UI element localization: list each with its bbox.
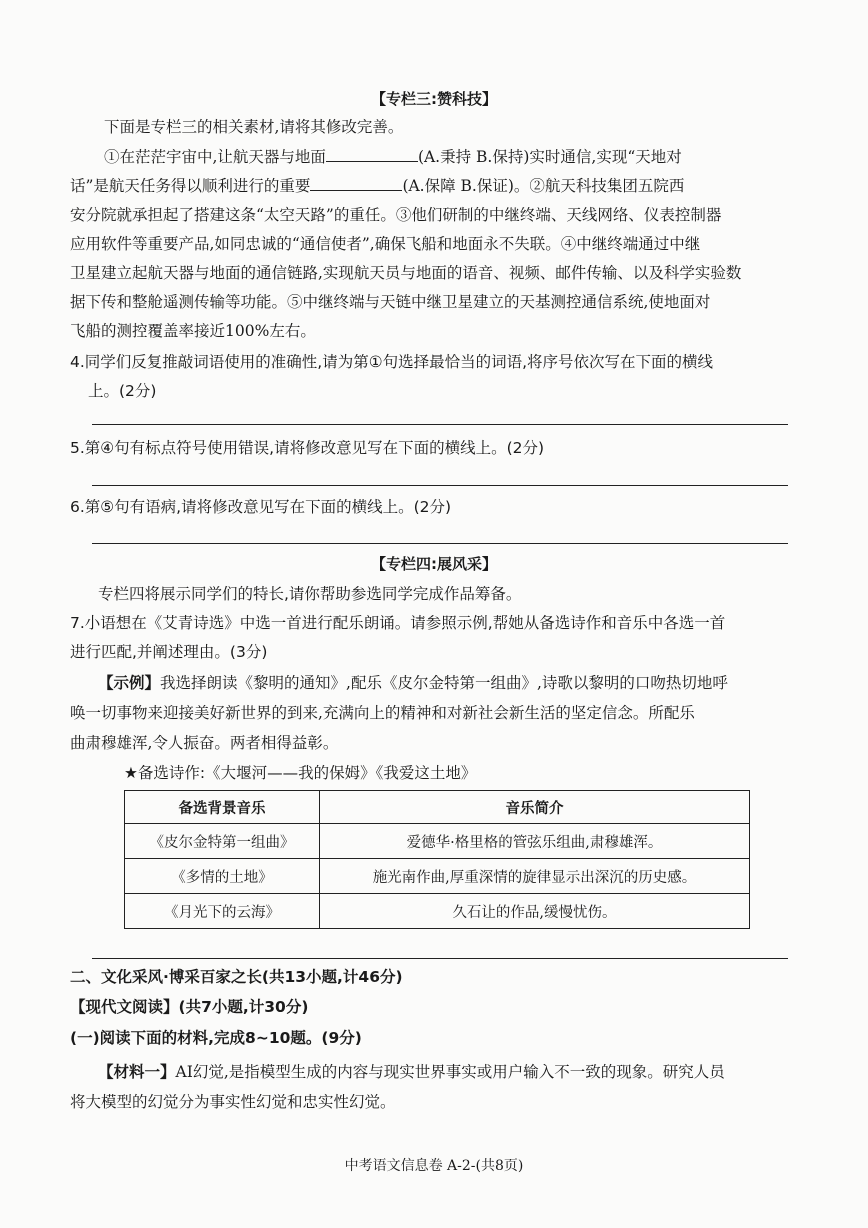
music-description: 爱德华·格里格的管弦乐组曲,肃穆雄浑。	[320, 824, 750, 859]
answer-line-q5[interactable]	[92, 485, 788, 486]
material-line-4: 应用软件等重要产品,如同忠诚的“通信使者”,确保飞船和地面永不失联。④中继终端通过中继	[70, 235, 701, 253]
music-name: 《多情的土地》	[125, 859, 320, 894]
section3-title: 【专栏三:赞科技】	[371, 90, 497, 108]
answer-blank-2[interactable]	[310, 176, 402, 191]
reading-1-heading: (一)阅读下面的材料,完成8~10题。(9分)	[70, 1029, 362, 1047]
text: (A.秉持 B.保持)实时通信,实现“天地对	[417, 148, 682, 166]
part2-heading: 二、文化采风·博采百家之长(共13小题,计46分)	[70, 968, 403, 986]
material-line-3: 安分院就承担起了搭建这条“太空天路”的重任。③他们研制的中继终端、天线网络、仪表控制器	[70, 206, 722, 224]
music-name: 《月光下的云海》	[125, 894, 320, 929]
table-header: 音乐简介	[320, 791, 750, 824]
example-line-1	[98, 673, 818, 693]
answer-line-q6[interactable]	[92, 543, 788, 544]
music-name: 《皮尔金特第一组曲》	[125, 824, 320, 859]
text: 我选择朗读《黎明的通知》,配乐《皮尔金特第一组曲》,诗歌以黎明的口吻热切地呼	[160, 674, 728, 692]
modern-reading-heading: 【现代文阅读】(共7小题,计30分)	[70, 998, 309, 1016]
question-5: 5.第④句有标点符号使用错误,请将修改意见写在下面的横线上。(2分)	[70, 439, 545, 457]
candidate-poems: ★备选诗作:《大堰河——我的保姆》《我爱这土地》	[124, 764, 477, 782]
page-footer: 中考语文信息卷 A-2-(共8页)	[344, 1158, 524, 1174]
material-line-1	[104, 147, 824, 167]
text: ①在茫茫宇宙中,让航天器与地面	[104, 148, 326, 166]
question-6: 6.第⑤句有语病,请将修改意见写在下面的横线上。(2分)	[70, 498, 452, 516]
answer-blank-1[interactable]	[326, 147, 418, 162]
question-7-line-1: 7.小语想在《艾青诗选》中选一首进行配乐朗诵。请参照示例,帮她从备选诗作和音乐中各选一首	[70, 614, 726, 632]
answer-line-q7[interactable]	[92, 958, 788, 959]
music-description: 施光南作曲,厚重深情的旋律显示出深沉的历史感。	[320, 859, 750, 894]
material-line-5: 卫星建立起航天器与地面的通信链路,实现航天员与地面的语音、视频、邮件传输、以及科学实验数	[70, 264, 742, 282]
text: 话”是航天任务得以顺利进行的重要	[70, 177, 311, 195]
question-4-line-1: 4.同学们反复推敲词语使用的准确性,请为第①句选择最恰当的词语,将序号依次写在下面的横线	[70, 353, 714, 371]
section3-intro: 下面是专栏三的相关素材,请将其修改完善。	[104, 118, 404, 136]
question-4-line-2: 上。(2分)	[88, 382, 157, 400]
table-row	[125, 859, 750, 894]
material1-label: 【材料一】	[98, 1063, 176, 1081]
table-row	[125, 824, 750, 859]
material1-line-2: 将大模型的幻觉分为事实性幻觉和忠实性幻觉。	[70, 1093, 396, 1111]
text: (A.保障 B.保证)。②航天科技集团五院西	[402, 177, 685, 195]
table-row	[125, 894, 750, 929]
example-line-3: 曲肃穆雄浑,令人振奋。两者相得益彰。	[70, 734, 339, 752]
material-line-7: 飞船的测控覆盖率接近100%左右。	[70, 322, 316, 340]
section4-title: 【专栏四:展风采】	[371, 555, 497, 573]
material1-line-1	[98, 1062, 818, 1082]
material-line-2	[70, 176, 790, 196]
music-table	[124, 790, 750, 929]
example-label: 【示例】	[98, 674, 161, 692]
table-header-row	[125, 791, 750, 824]
example-line-2: 唤一切事物来迎接美好新世界的到来,充满向上的精神和对新社会新生活的坚定信念。所配乐	[70, 704, 695, 722]
text: AI幻觉,是指模型生成的内容与现实世界事实或用户输入不一致的现象。研究人员	[175, 1063, 725, 1081]
answer-line-q4[interactable]	[92, 424, 788, 425]
music-description: 久石让的作品,缓慢忧伤。	[320, 894, 750, 929]
question-7-line-2: 进行匹配,并阐述理由。(3分)	[70, 643, 268, 661]
section4-intro: 专栏四将展示同学们的特长,请你帮助参选同学完成作品筹备。	[98, 585, 522, 603]
table-header: 备选背景音乐	[125, 791, 320, 824]
material-line-6: 据下传和整舱遥测传输等功能。⑤中继终端与天链中继卫星建立的天基测控通信系统,使地面对	[70, 293, 711, 311]
